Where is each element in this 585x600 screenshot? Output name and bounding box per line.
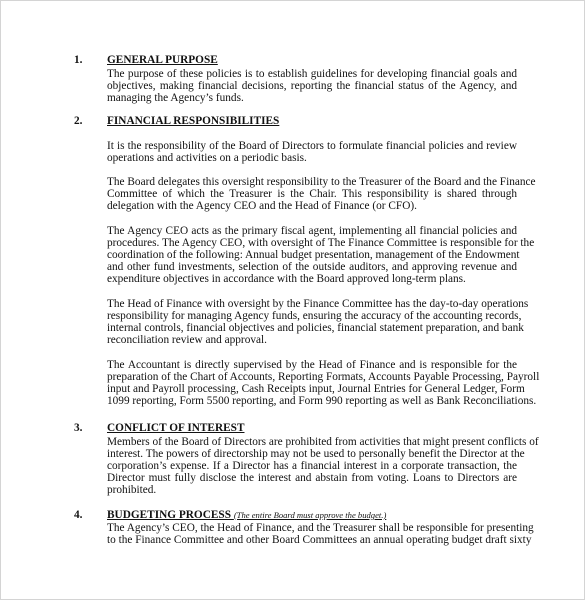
text-line: The Accountant is directly supervised by the Head of Finance and is responsible for the xyxy=(107,359,517,371)
text-line: Director must fully disclose the interest and abstain from voting. Loans to Directors are xyxy=(107,471,517,484)
text-line: The Head of Finance with oversight by the Finance Committee has the day-to-day operations xyxy=(107,298,529,310)
text-line: operations and activities on a periodic basis. xyxy=(107,151,307,164)
paragraph xyxy=(107,436,539,497)
section-number: 4. xyxy=(74,509,83,521)
text-line: interest. The powers of directorship may not be used to personally benefit the Director at the xyxy=(107,447,525,460)
text-line: managing the Agency’s funds. xyxy=(107,91,244,104)
section-number: 1. xyxy=(74,54,83,66)
paragraph xyxy=(107,298,529,347)
paragraph xyxy=(107,176,536,213)
text-line: procedures. The Agency CEO, with oversight of The Finance Committee is responsible for the xyxy=(107,236,535,249)
text-line: objectives, making financial decisions, reporting the financial status of the Agency, and xyxy=(107,79,517,92)
text-line: The purpose of these policies is to establish guidelines for developing financial goals and xyxy=(107,68,517,80)
text-line: input and Payroll processing, Cash Receipts input, Journal Entries for General Ledger, Form xyxy=(107,382,525,395)
text-line: The Board delegates this oversight responsibility to the Treasurer of the Board and the Finance xyxy=(107,176,536,188)
paragraph xyxy=(107,141,517,165)
text-line: 1099 reporting, Form 5500 reporting, and Form 990 reporting as well as Bank Reconciliations. xyxy=(107,394,537,407)
section-heading-note: (The entire Board must approve the budget.) xyxy=(233,510,387,520)
paragraph xyxy=(107,359,540,408)
paragraph xyxy=(107,225,535,286)
text-line: internal controls, financial objectives and policies, financial statement preparation, and bank xyxy=(107,321,524,334)
section-heading: CONFLICT OF INTEREST xyxy=(107,422,245,434)
text-line: prohibited. xyxy=(107,483,157,496)
text-line: responsibility for managing Agency funds, ensuring the accuracy of the accounting records, xyxy=(107,309,522,322)
section-heading xyxy=(107,510,386,522)
text-line: coordination of the following: Annual budget presentation, management of the Endowment xyxy=(107,248,520,261)
text-line: delegation with the Agency CEO and the Head of Finance (or CFO). xyxy=(107,199,417,212)
text-line: Committee of which the Treasurer is the Chair. This responsibility is shared through xyxy=(107,187,517,200)
section-number: 2. xyxy=(74,115,83,127)
text-line: expenditure objectives in accordance with the Board approved long-term plans. xyxy=(107,272,466,285)
text-line: Members of the Board of Directors are prohibited from activities that might present conflicts of xyxy=(107,436,539,448)
text-line: It is the responsibility of the Board of Directors to formulate financial policies and review xyxy=(107,140,517,152)
paragraph xyxy=(107,69,517,105)
section-heading-text: BUDGETING PROCESS xyxy=(107,509,231,521)
text-line: The Agency CEO acts as the primary fiscal agent, implementing all financial policies and xyxy=(107,225,517,237)
text-line: to the Finance Committee and other Board Committees an annual operating budget draft sixty xyxy=(107,533,532,546)
text-line: reconciliation review and approval. xyxy=(107,333,267,346)
section-heading: FINANCIAL RESPONSIBILITIES xyxy=(107,115,280,127)
section-number: 3. xyxy=(74,422,83,434)
text-line: and other fund investments, selection of the outside auditors, and approving revenue and xyxy=(107,260,517,273)
text-line: corporation’s expense. If a Director has a financial interest in a corporate transaction, the xyxy=(107,459,517,472)
text-line: preparation of the Chart of Accounts, Reporting Formats, Accounts Payable Processing, Payroll xyxy=(107,370,540,383)
section-heading: GENERAL PURPOSE xyxy=(107,54,218,66)
text-line: The Agency’s CEO, the Head of Finance, and the Treasurer shall be responsible for presenting xyxy=(107,522,534,534)
paragraph xyxy=(107,522,534,547)
